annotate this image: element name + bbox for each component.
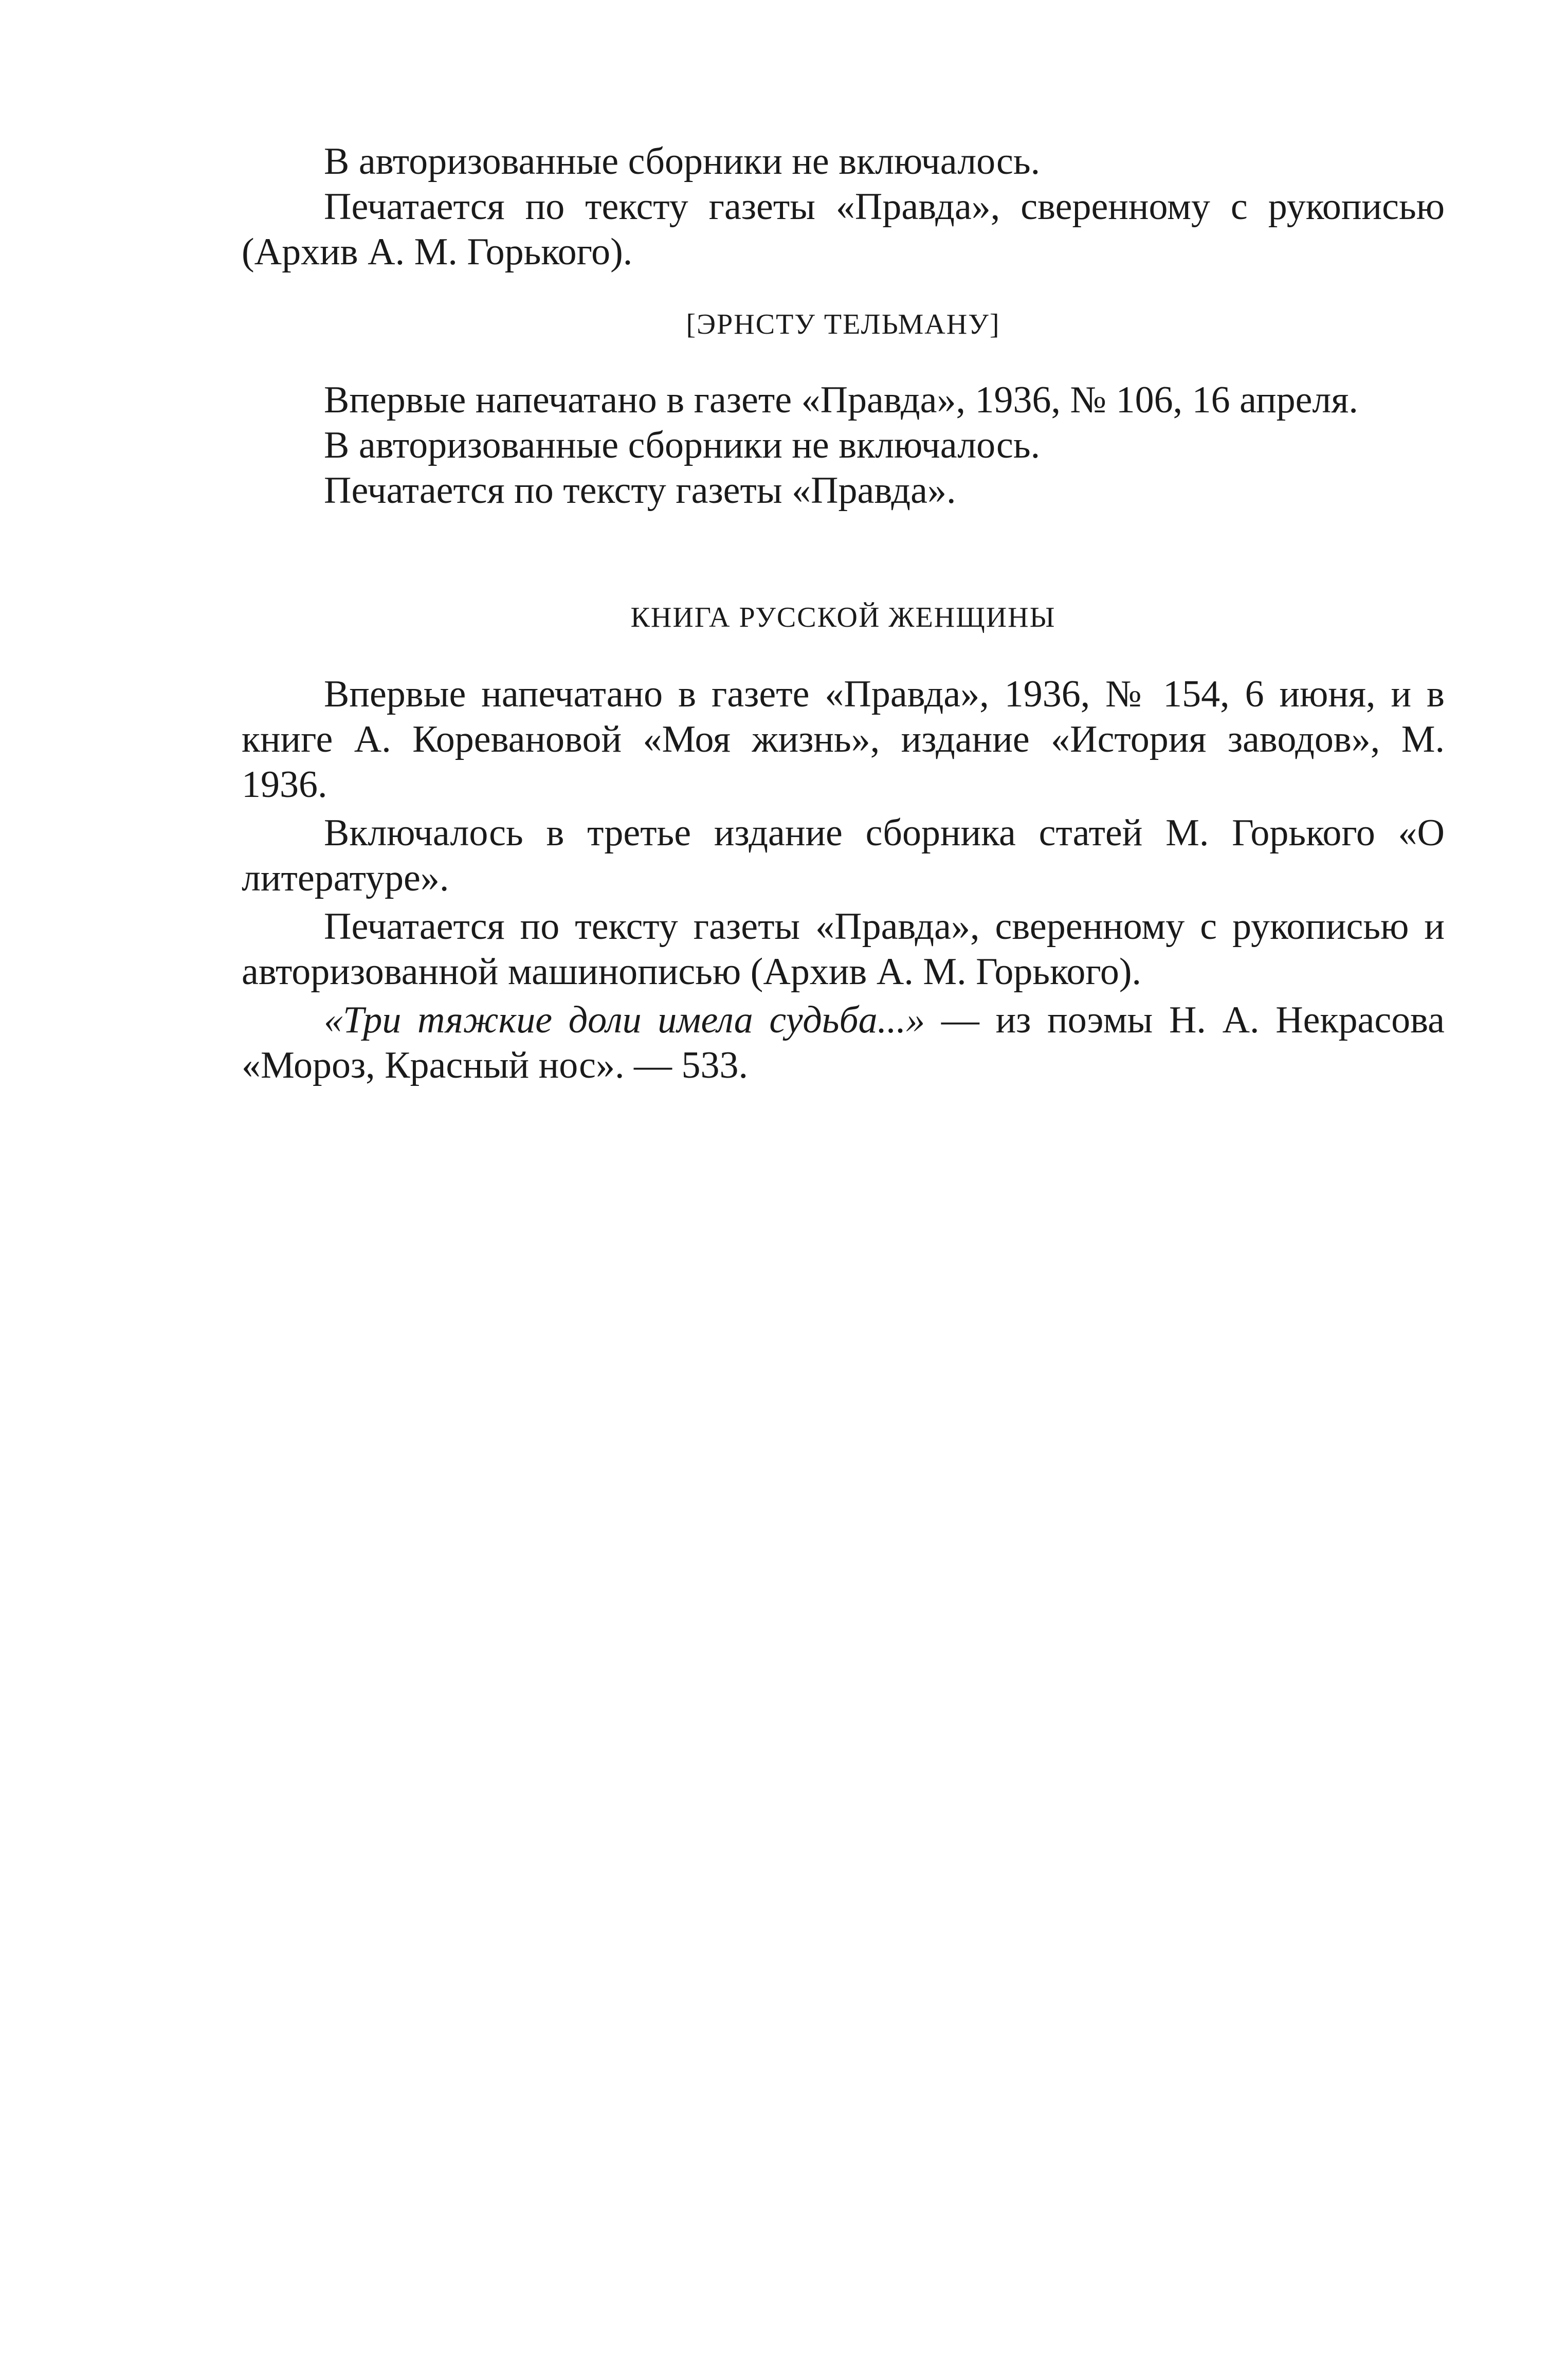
poem-quote: «Три тяжкие доли имела судьба...» [324,999,925,1041]
paragraph-prev-1: В авторизованные сборники не включалось. [324,140,1041,183]
paragraph-tellman-1: Впервые напечатано в газете «Правда», 1936, № 106, 16 апреля. [324,379,1358,421]
paragraph-kniga-3: Печатается по тексту газеты «Правда», сверенному с рукописью и авторизованной машинописью (Архив А. М. Горького). [242,905,1445,993]
paragraph-tellman-3: Печатается по тексту газеты «Правда». [324,469,956,512]
paragraph-tellman-2: В авторизованные сборники не включалось. [324,424,1041,466]
poem-source: — из поэмы Н. А. Некрасова «Мороз, Красный нос». — 533. [242,999,1445,1086]
section-title-kniga: КНИГА РУССКОЙ ЖЕНЩИНЫ [630,602,1056,633]
paragraph-kniga-1: Впервые напечатано в газете «Правда», 1936, № 154, 6 июня, и в книге А. Кореванoвой «Моя жизнь», издание «История заводов», М. 1936. [242,673,1445,806]
section-title-tellman: [ЭРНСТУ ТЕЛЬМАНУ] [686,308,1000,340]
paragraph-kniga-4 [242,997,1445,1088]
document-page [242,139,1445,1088]
paragraph-kniga-2: Включалось в третье издание сборника статей М. Горького «О литературе». [242,812,1445,899]
paragraph-prev-2: Печатается по тексту газеты «Правда», сверенному с рукописью (Архив А. М. Горького). [242,186,1445,273]
